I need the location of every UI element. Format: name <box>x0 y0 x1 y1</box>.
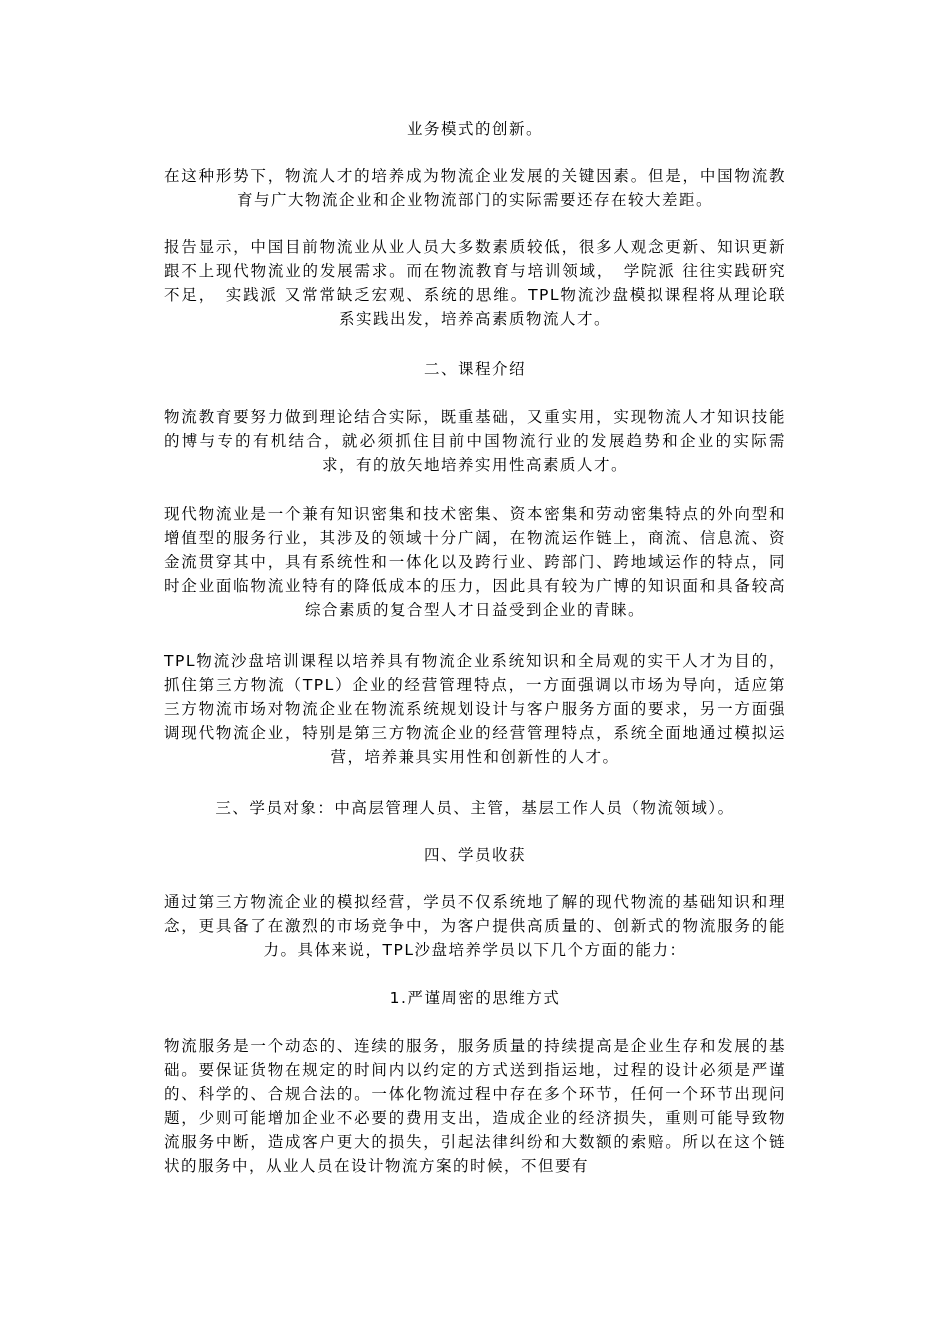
section-heading-gains: 四、学员收获 <box>423 846 526 864</box>
paragraph-gains-intro: 通过第三方物流企业的模拟经营，学员不仅系统地了解的现代物流的基础知识和理念，更具备了在激烈的市场竞争中，为客户提供高质量的、创新式的物流服务的能力。具体来说，TPL沙盘培养学员以下几个方面的能力： <box>164 893 786 959</box>
paragraph-education-goals: 物流教育要努力做到理论结合实际，既重基础，又重实用，实现物流人才知识技能的博与专的有机结合，就必须抓住目前中国物流行业的发展趋势和企业的实际需求，有的放矢地培养实用性高素质人才。 <box>164 408 786 474</box>
paragraph-business-model-innovation: 业务模式的创新。 <box>406 120 543 138</box>
section-heading-course-intro: 二、课程介绍 <box>423 360 526 378</box>
paragraph-logistics-service: 物流服务是一个动态的、连续的服务，服务质量的持续提高是企业生存和发展的基础。要保证货物在规定的时间内以约定的方式送到指运地，过程的设计必须是严谨的、科学的、合规合法的。一体化物流过程中存在多个环节，任何一个环节出现问题，少则可能增加企业不必要的费用支出，造成企业的经济损失，重则可能导致物流服务中断，造成客户更大的损失，引起法律纠纷和大数额的索赔。所以在这个链状的服务中，从业人员在设计物流方案的时候，不但要有 <box>164 1037 786 1175</box>
paragraph-report: 报告显示，中国目前物流业从业人员大多数素质较低，很多人观念更新、知识更新跟不上现代物流业的发展需求。而在物流教育与培训领域， 学院派 往往实践研究不足， 实践派 又常常缺乏宏观、系统的思维。TPL物流沙盘模拟课程将从理论联系实践出发，培养高素质物流人才。 <box>164 238 786 328</box>
paragraph-tpl-course: TPL物流沙盘培训课程以培养具有物流企业系统知识和全局观的实干人才为目的，抓住第三方物流（TPL）企业的经营管理特点，一方面强调以市场为导向，适应第三方物流市场对物流企业在物流系统规划设计与客户服务方面的要求，另一方面强调现代物流企业，特别是第三方物流企业的经营管理特点，系统全面地通过模拟运营，培养兼具实用性和创新性的人才。 <box>164 652 786 766</box>
subheading-rigorous-thinking: 1.严谨周密的思维方式 <box>389 989 561 1007</box>
section-heading-audience: 三、学员对象：中高层管理人员、主管，基层工作人员（物流领域）。 <box>215 799 735 817</box>
paragraph-talent-cultivation: 在这种形势下，物流人才的培养成为物流企业发展的关键因素。但是，中国物流教育与广大物流企业和企业物流部门的实际需要还存在较大差距。 <box>164 167 786 209</box>
paragraph-modern-logistics: 现代物流业是一个兼有知识密集和技术密集、资本密集和劳动密集特点的外向型和增值型的服务行业，其涉及的领域十分广阔，在物流运作链上，商流、信息流、资金流贯穿其中，具有系统性和一体化以及跨行业、跨部门、跨地域运作的特点，同时企业面临物流业特有的降低成本的压力，因此具有较为广博的知识面和具备较高综合素质的复合型人才日益受到企业的青睐。 <box>164 505 786 619</box>
